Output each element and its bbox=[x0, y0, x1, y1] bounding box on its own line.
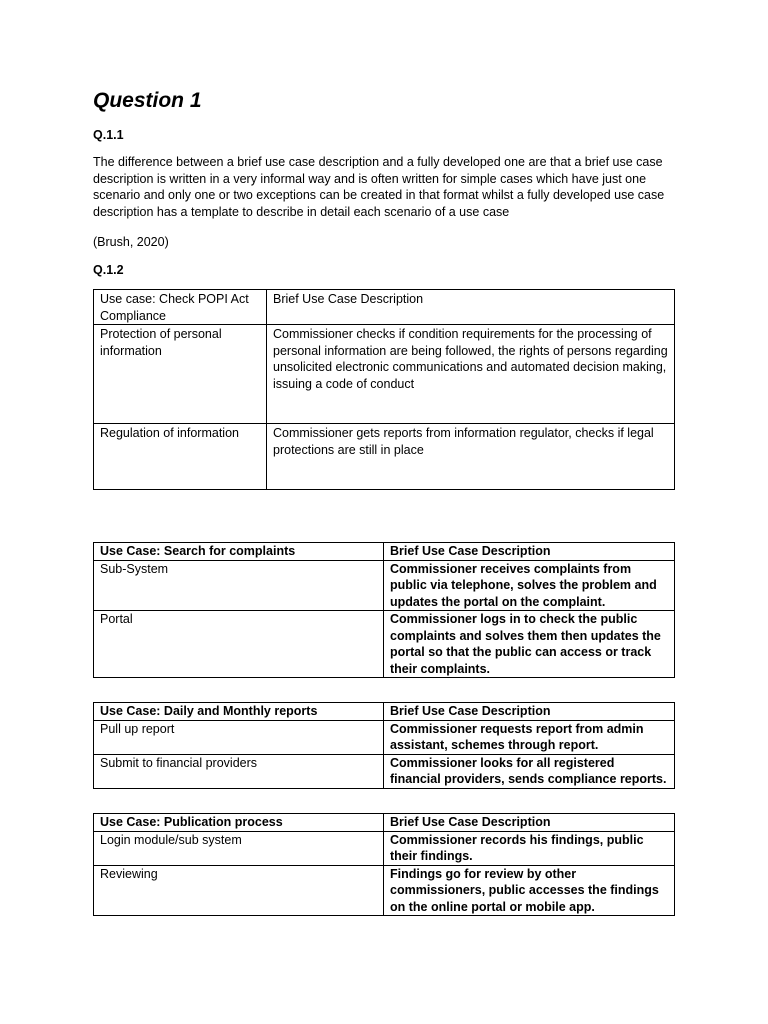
table-row bbox=[94, 754, 675, 788]
table-cell: Commissioner gets reports from information regulator, checks if legal protections are still in place bbox=[267, 424, 675, 490]
table-cell: Commissioner checks if condition requirements for the processing of personal information are being followed, the rights of persons regarding unsolicited electronic communications and automated decision making, issuing a code of conduct bbox=[267, 325, 675, 424]
table-header-cell: Use Case: Search for complaints bbox=[94, 543, 384, 561]
use-case-table-publication bbox=[93, 813, 675, 916]
table-cell: Commissioner receives complaints from public via telephone, solves the problem and updates the portal on the complaint. bbox=[384, 560, 675, 611]
use-case-table-popi bbox=[93, 289, 675, 490]
table-cell: Pull up report bbox=[94, 720, 384, 754]
use-case-table-reports bbox=[93, 702, 675, 789]
table-row bbox=[94, 720, 675, 754]
table-header-cell: Use Case: Daily and Monthly reports bbox=[94, 703, 384, 721]
answer-paragraph: The difference between a brief use case description and a fully developed one are that a brief use case description is written in a very informal way and is often written for simple cases which have just one scenario and only one or two exceptions can be created in that format whilst a fully developed use case description has a template to describe in detail each scenario of a use case bbox=[93, 155, 665, 219]
table-header-row bbox=[94, 290, 675, 325]
table-header-cell: Use case: Check POPI Act Compliance bbox=[94, 290, 267, 325]
table-cell: Commissioner logs in to check the public complaints and solves them then updates the portal so that the public can access or track their complaints. bbox=[384, 611, 675, 678]
table-cell: Sub-System bbox=[94, 560, 384, 611]
page-title: Question 1 bbox=[93, 89, 202, 112]
table-header-row bbox=[94, 543, 675, 561]
table-cell: Submit to financial providers bbox=[94, 754, 384, 788]
table-row bbox=[94, 611, 675, 678]
table-row bbox=[94, 865, 675, 916]
table-cell: Regulation of information bbox=[94, 424, 267, 490]
table-cell: Commissioner requests report from admin assistant, schemes through report. bbox=[384, 720, 675, 754]
table-header-cell: Brief Use Case Description bbox=[384, 703, 675, 721]
table-header-row bbox=[94, 814, 675, 832]
table-header-row bbox=[94, 703, 675, 721]
use-case-table-complaints bbox=[93, 542, 675, 678]
table-header-cell: Use Case: Publication process bbox=[94, 814, 384, 832]
table-cell: Commissioner records his findings, public their findings. bbox=[384, 831, 675, 865]
table-cell: Login module/sub system bbox=[94, 831, 384, 865]
table-row bbox=[94, 831, 675, 865]
table-row bbox=[94, 424, 675, 490]
section-label-q111: Q.1.1 bbox=[93, 128, 124, 142]
table-header-cell: Brief Use Case Description bbox=[384, 543, 675, 561]
table-row bbox=[94, 560, 675, 611]
section-label-q112: Q.1.2 bbox=[93, 263, 124, 277]
table-cell: Portal bbox=[94, 611, 384, 678]
citation: (Brush, 2020) bbox=[93, 235, 169, 249]
table-row bbox=[94, 325, 675, 424]
table-cell: Reviewing bbox=[94, 865, 384, 916]
table-cell: Protection of personal information bbox=[94, 325, 267, 424]
table-header-cell: Brief Use Case Description bbox=[384, 814, 675, 832]
table-cell: Findings go for review by other commissioners, public accesses the findings on the online portal or mobile app. bbox=[384, 865, 675, 916]
table-cell: Commissioner looks for all registered financial providers, sends compliance reports. bbox=[384, 754, 675, 788]
table-header-cell: Brief Use Case Description bbox=[267, 290, 675, 325]
